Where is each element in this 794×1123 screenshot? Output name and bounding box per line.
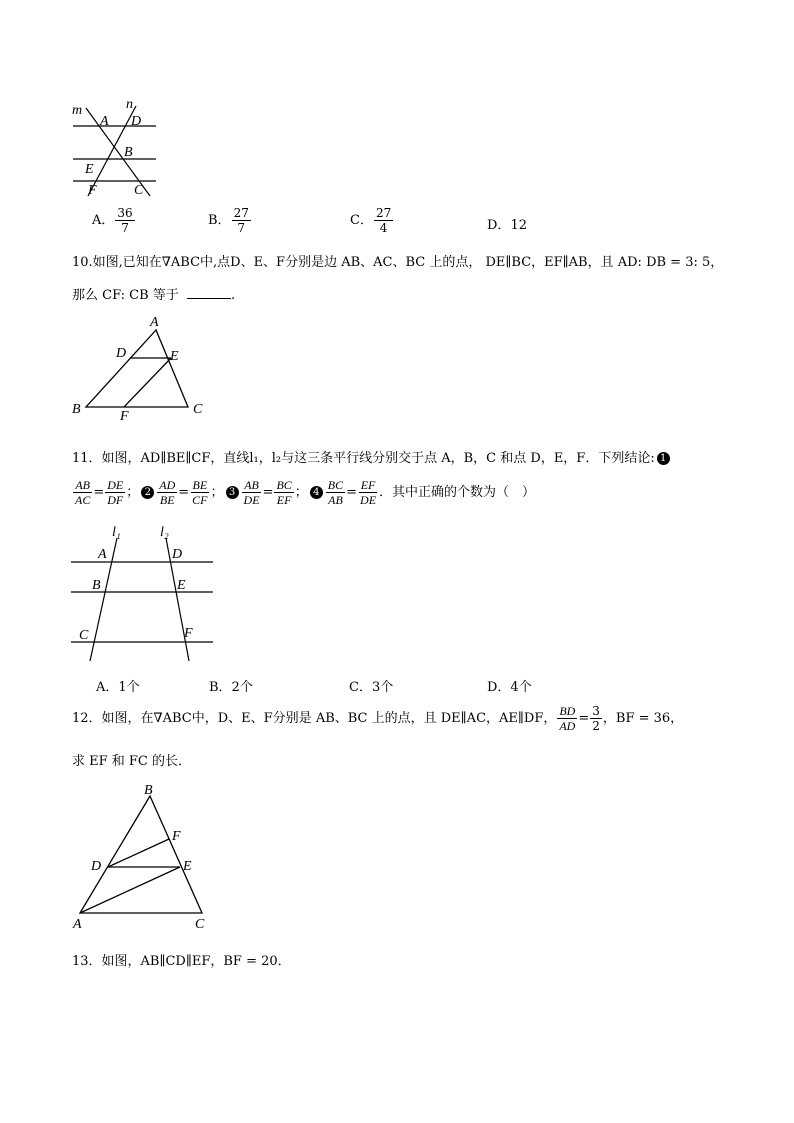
q10-line-ef	[124, 358, 171, 407]
q9-label-a: A	[100, 114, 109, 129]
q11-label-e: E	[177, 578, 186, 593]
q12-label-f: F	[172, 829, 181, 844]
q12-label-e: E	[183, 859, 192, 874]
q11-circle-3: 3	[226, 486, 239, 499]
q11-figure	[68, 520, 218, 665]
q9-label-e: E	[85, 162, 94, 177]
q9-label-c: C	[134, 183, 144, 198]
q9-option-d: D．12	[487, 218, 527, 233]
q11-option-c: C．3个	[349, 680, 394, 695]
q11-text-line2: $\frac{AB}{AC}$ = $\frac{DE}{DF}$ ； 2 $\frac{AD}{BE}$ = $\frac{BE}{CF}$ ； 3 $\frac{AB}{DE}$ = $\frac{BC}{EF}$ ； 4 $\frac{BC}{AB}$ = $\frac{EF}{DE}$ ．其中正确的个数为（ ）	[75, 478, 536, 507]
q12-label-c: C	[195, 917, 205, 932]
q10-label-d: D	[116, 346, 127, 361]
q9-figure	[68, 96, 168, 200]
q11-circle-1: 1	[657, 452, 670, 465]
q10-text-line2: 那么 CF: CB 等于 .	[72, 288, 236, 303]
q11-label-b: B	[92, 578, 101, 593]
q12-figure	[68, 780, 218, 932]
q11-circle-4: 4	[310, 486, 323, 499]
q10-label-a: A	[150, 315, 159, 330]
q9-option-b: B． $\frac{27}{7}$	[208, 206, 249, 235]
q12-text-line2: 求 EF 和 FC 的长．	[72, 754, 192, 769]
q11-option-d: D．4个	[487, 680, 532, 695]
q11-option-a: A．1个	[96, 680, 140, 695]
q12-triangle-abc	[80, 796, 202, 913]
q11-label-f: F	[184, 626, 193, 641]
q11-text-line1: 11．如图，AD∥BE∥CF，直线l₁，l₂与这三条平行线分别交于点 A，B，C 和点 D，E，F．下列结论: 1	[72, 447, 672, 466]
q10-label-c: C	[193, 402, 203, 417]
q9-option-c: C． $\frac{27}{4}$	[350, 206, 392, 235]
q10-label-b: B	[72, 402, 81, 417]
q10-figure	[68, 310, 218, 420]
q10-label-f: F	[120, 409, 129, 420]
q12-label-b: B	[144, 783, 153, 798]
q12-text-line1: 12．如图，在∇ABC中，D、E、F分别是 AB、BC 上的点，且 DE∥AC，AE∥DF， $\frac{BD}{AD}$ = $\frac{3}{2}$ ，BF = 36，	[72, 704, 684, 733]
q9-option-a: A． $\frac{36}{7}$	[92, 206, 133, 235]
q11-label-l2: l₂	[160, 525, 169, 540]
q11-circle-2: 2	[141, 486, 154, 499]
q11-label-l1: l₁	[112, 525, 121, 540]
q9-label-f: F	[88, 183, 97, 198]
q11-label-a: A	[98, 547, 107, 562]
q9-label-m: m	[72, 103, 83, 118]
q12-line-df	[108, 839, 169, 867]
q9-label-n: n	[126, 97, 133, 112]
q10-label-e: E	[170, 349, 179, 364]
q10-triangle-abc	[86, 330, 188, 407]
q9-label-d: D	[131, 114, 142, 129]
q9-label-b: B	[124, 145, 133, 160]
q11-label-c: C	[79, 628, 89, 643]
q12-label-d: D	[91, 859, 102, 874]
q11-label-d: D	[172, 547, 183, 562]
q11-option-b: B．2个	[209, 680, 253, 695]
q12-label-a: A	[73, 917, 82, 932]
q10-text-line1: 10.如图,已知在∇ABC中,点D、E、F分别是边 AB、AC、BC 上的点， DE∥BC，EF∥AB，且 AD: DB = 3: 5，	[72, 255, 724, 270]
q13-text-line1: 13．如图，AB∥CD∥EF，BF = 20．	[72, 954, 291, 969]
q10-answer-blank[interactable]	[187, 286, 231, 299]
